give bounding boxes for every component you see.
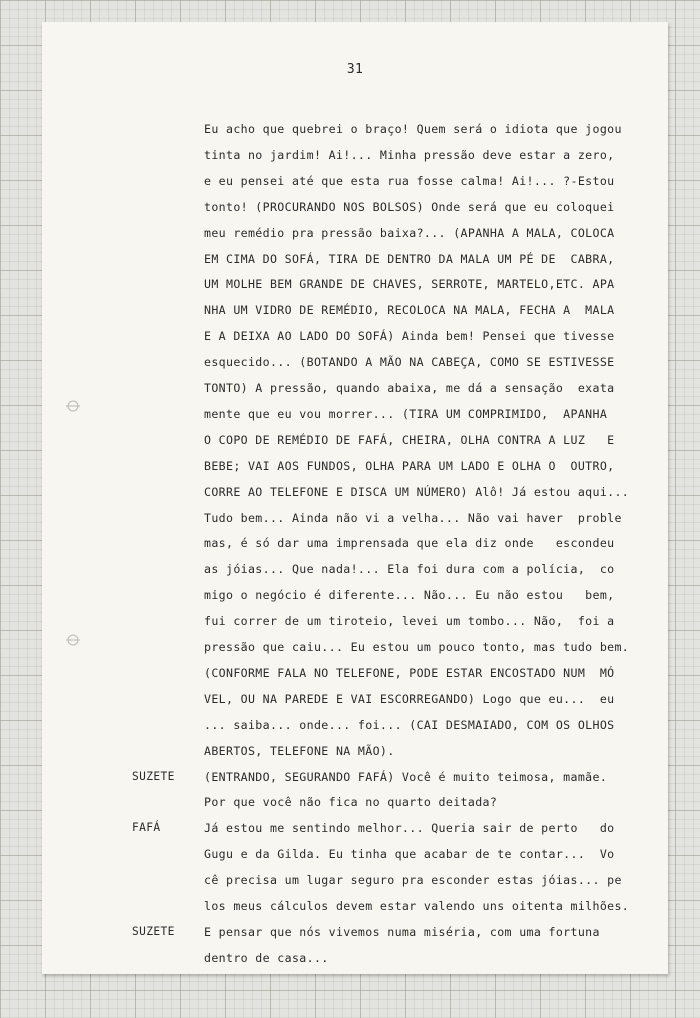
text-line: tonto! (PROCURANDO NOS BOLSOS) Onde será que eu coloquei bbox=[204, 200, 615, 214]
text-line: (CONFORME FALA NO TELEFONE, PODE ESTAR ENCOSTADO NUM MÓ bbox=[204, 666, 615, 680]
text-line: UM MOLHE BEM GRANDE DE CHAVES, SERROTE, MARTELO,ETC. APA bbox=[204, 277, 615, 291]
text-line: migo o negócio é diferente... Não... Eu não estou bem, bbox=[204, 588, 615, 602]
text-line: EM CIMA DO SOFÁ, TIRA DE DENTRO DA MALA UM PÉ DE CABRA, bbox=[204, 252, 615, 266]
speaker-name: SUZETE bbox=[132, 770, 175, 783]
text-line: TONTO) A pressão, quando abaixa, me dá a sensação exata bbox=[204, 381, 615, 395]
text-line: Gugu e da Gilda. Eu tinha que acabar de te contar... Vo bbox=[204, 847, 615, 861]
text-line: mas, é só dar uma imprensada que ela diz onde escondeu bbox=[204, 536, 615, 550]
text-line: CORRE AO TELEFONE E DISCA UM NÚMERO) Alô! Já estou aqui... bbox=[204, 485, 630, 499]
text-line: mente que eu vou morrer... (TIRA UM COMPRIMIDO, APANHA bbox=[204, 407, 608, 421]
text-line: tinta no jardim! Ai!... Minha pressão deve estar a zero, bbox=[204, 148, 615, 162]
text-line: (ENTRANDO, SEGURANDO FAFÁ) Você é muito teimosa, mamãe. bbox=[204, 770, 608, 784]
text-line: esquecido... (BOTANDO A MÃO NA CABEÇA, COMO SE ESTIVESSE bbox=[204, 355, 615, 369]
text-line: e eu pensei até que esta rua fosse calma! Ai!... ?-Estou bbox=[204, 174, 615, 188]
page-number: 31 bbox=[346, 62, 364, 77]
text-line: BEBE; VAI AOS FUNDOS, OLHA PARA UM LADO E OLHA O OUTRO, bbox=[204, 459, 615, 473]
text-line: los meus cálculos devem estar valendo uns oitenta milhões. bbox=[204, 899, 630, 913]
text-line: meu remédio pra pressão baixa?... (APANHA A MALA, COLOCA bbox=[204, 226, 615, 240]
text-line: fui correr de um tiroteio, levei um tombo... Não, foi a bbox=[204, 614, 615, 628]
text-line: cê precisa um lugar seguro pra esconder estas jóias... pe bbox=[204, 873, 622, 887]
text-line: Eu acho que quebrei o braço! Quem será o idiota que jogou bbox=[204, 122, 622, 136]
text-line: E A DEIXA AO LADO DO SOFÁ) Ainda bem! Pensei que tivesse bbox=[204, 329, 615, 343]
typewritten-page bbox=[42, 22, 668, 974]
speaker-name: FAFÁ bbox=[132, 821, 161, 834]
punch-hole-mark-icon bbox=[66, 398, 80, 412]
punch-hole-mark-icon bbox=[66, 632, 80, 646]
text-line: as jóias... Que nada!... Ela foi dura com a polícia, co bbox=[204, 562, 615, 576]
text-line: VEL, OU NA PAREDE E VAI ESCORREGANDO) Logo que eu... eu bbox=[204, 692, 615, 706]
text-line: pressão que caiu... Eu estou um pouco tonto, mas tudo bem. bbox=[204, 640, 630, 654]
speaker-name: SUZETE bbox=[132, 925, 175, 938]
text-line: dentro de casa... bbox=[204, 951, 329, 965]
text-line: ... saiba... onde... foi... (CAI DESMAIADO, COM OS OLHOS bbox=[204, 718, 615, 732]
text-line: E pensar que nós vivemos numa miséria, com uma fortuna bbox=[204, 925, 600, 939]
text-line: O COPO DE REMÉDIO DE FAFÁ, CHEIRA, OLHA CONTRA A LUZ E bbox=[204, 433, 615, 447]
text-line: NHA UM VIDRO DE REMÉDIO, RECOLOCA NA MALA, FECHA A MALA bbox=[204, 303, 615, 317]
text-line: Já estou me sentindo melhor... Queria sair de perto do bbox=[204, 821, 615, 835]
text-line: ABERTOS, TELEFONE NA MÃO). bbox=[204, 744, 395, 758]
text-line: Por que você não fica no quarto deitada? bbox=[204, 795, 498, 809]
text-line: Tudo bem... Ainda não vi a velha... Não vai haver proble bbox=[204, 511, 622, 525]
